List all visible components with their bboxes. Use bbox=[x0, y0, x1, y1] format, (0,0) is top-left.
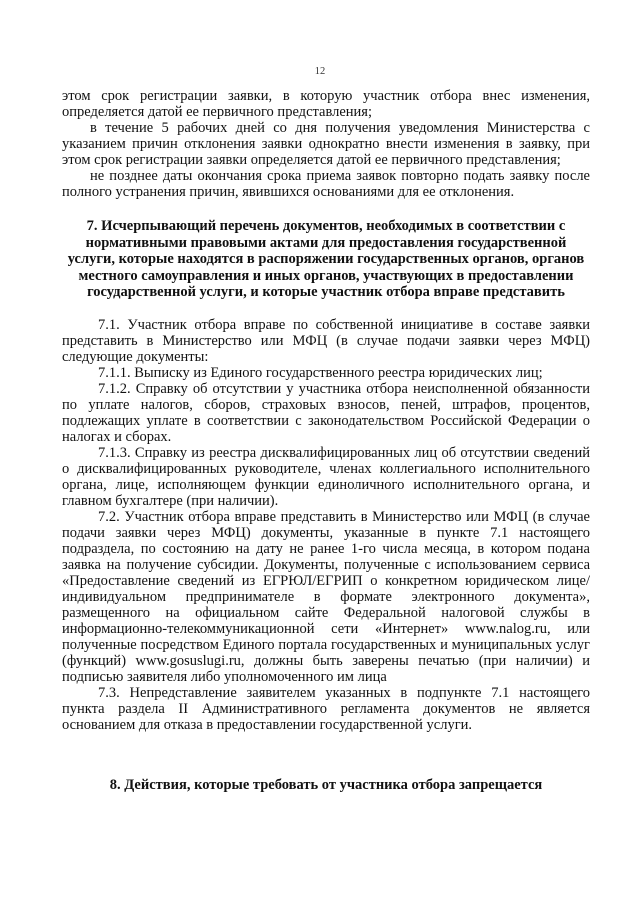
paragraph-five-days: в течение 5 рабочих дней со дня получения уведомления Министерства с указанием причин отклонения заявки однократно внести изменения в заявку, при этом срок регистрации заявки определяется датой ее первичного представления; bbox=[62, 120, 590, 168]
paragraph-continuation: этом срок регистрации заявки, в которую участник отбора внес изменения, определяется датой ее первичного представления; bbox=[62, 88, 590, 120]
paragraph-7-1-3: 7.1.3. Справку из реестра дисквалифицированных лиц об отсутствии сведений о дисквалифицированных руководителе, членах коллегиального исполнительного органа, лице, исполняющем функции единоличного исполнительного органа, и главном бухгалтере (при наличии). bbox=[62, 444, 590, 509]
paragraph-7-1-1: 7.1.1. Выписку из Единого государственного реестра юридических лиц; bbox=[98, 364, 543, 381]
paragraph-7-3: 7.3. Непредставление заявителем указанных в подпункте 7.1 настоящего пункта раздела II Административного регламента документов не является основанием для отказа в предоставлении государственной услуги. bbox=[62, 684, 590, 733]
paragraph-7-1-2: 7.1.2. Справку об отсутствии у участника отбора неисполненной обязанности по уплате налогов, сборов, страховых взносов, пеней, штрафов, процентов, подлежащих уплате в соответствии с законодательством Российской Федерации о налогах и сборах. bbox=[62, 380, 590, 445]
page-number: 12 bbox=[314, 66, 326, 77]
section-7-heading: 7. Исчерпывающий перечень документов, необходимых в соответствии с нормативными правовыми актами для предоставления государственной услуги, которые находятся в распоряжении государственных органов, органов местного самоуправления и иных органов, участвующих в предоставлении государственной услуги, и которые участник отбора вправе представить bbox=[67, 218, 585, 300]
paragraph-resubmit: не позднее даты окончания срока приема заявок повторно подать заявку после полного устранения причин, явившихся основаниями для ее отклонения. bbox=[62, 168, 590, 200]
paragraph-7-1: 7.1. Участник отбора вправе по собственной инициативе в составе заявки представить в Министерство или МФЦ (в случае подачи заявки через МФЦ) следующие документы: bbox=[62, 316, 590, 365]
document-body bbox=[62, 88, 590, 793]
paragraph-7-2: 7.2. Участник отбора вправе представить в Министерство или МФЦ (в случае подачи заявки через МФЦ) документы, указанные в пункте 7.1 настоящего подраздела, по состоянию на дату не ранее 1-го числа месяца, в котором подана заявка на получение субсидии. Документы, полученные с использованием сервиса «Предоставление сведений из ЕГРЮЛ/ЕГРИП о конкретном юридическом лице/индивидуальном предпринимателе в формате электронного документа», размещенного на официальном сайте Федеральной налоговой службы в информационно-телекоммуникационной сети «Интернет» www.nalog.ru, или полученные посредством Единого портала государственных и муниципальных услуг (функций) www.gosuslugi.ru, должны быть заверены печатью (при наличии) и подписью заявителя либо уполномоченного им лица bbox=[62, 508, 590, 685]
section-8-heading: 8. Действия, которые требовать от участника отбора запрещается bbox=[109, 776, 543, 793]
